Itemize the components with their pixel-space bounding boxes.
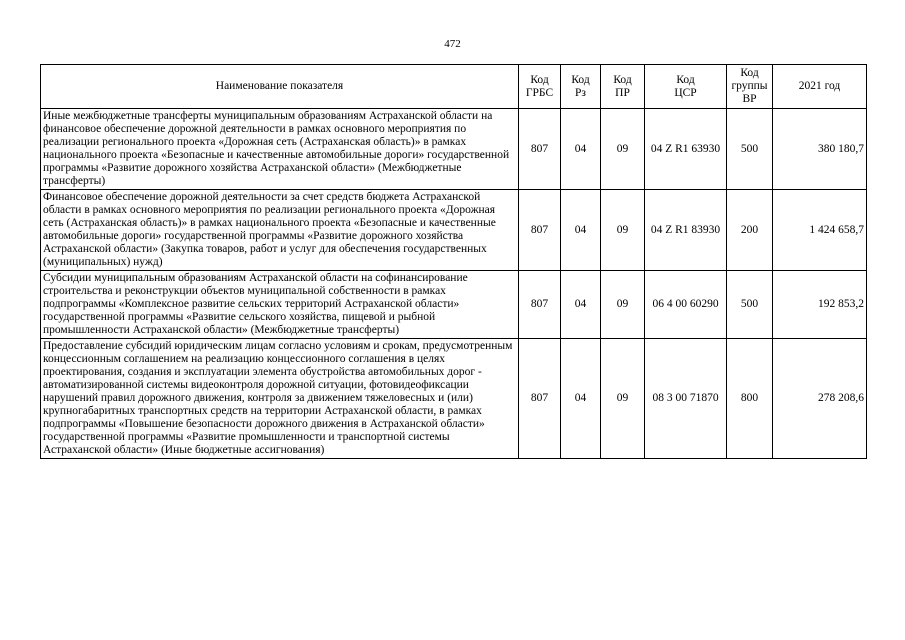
- budget-table: [40, 64, 867, 459]
- row-amount: 192 853,2: [773, 271, 867, 339]
- row-vr: 800: [727, 339, 773, 459]
- table-row: [41, 190, 867, 271]
- row-amount: 1 424 658,7: [773, 190, 867, 271]
- header-name: Наименование показателя: [41, 65, 519, 109]
- row-rz: 04: [561, 109, 601, 190]
- table-row: [41, 271, 867, 339]
- header-vr-line2: группы: [731, 80, 768, 92]
- header-rz-line2: Рз: [575, 86, 586, 99]
- header-row: [41, 65, 867, 109]
- row-rz: 04: [561, 271, 601, 339]
- row-grbs: 807: [519, 271, 561, 339]
- row-csr: 06 4 00 60290: [645, 271, 727, 339]
- header-grbs: [519, 65, 561, 109]
- header-vr-line3: ВР: [742, 93, 757, 105]
- header-rz-line1: Код: [571, 73, 590, 86]
- table-row: [41, 109, 867, 190]
- header-pr: [601, 65, 645, 109]
- row-csr: 08 3 00 71870: [645, 339, 727, 459]
- header-grbs-line2: ГРБС: [525, 86, 554, 99]
- header-vr-line1: Код: [740, 67, 759, 79]
- row-csr: 04 Z R1 63930: [645, 109, 727, 190]
- header-year: 2021 год: [773, 65, 867, 109]
- page-number: 472: [444, 38, 461, 50]
- row-name: Субсидии муниципальным образованиям Астраханской области на софинансирование строительства и реконструкции объектов муниципальной собственности в рамках подпрограммы «Комплексное развитие сельских территорий Астраханской области» государственной программы «Развитие сельского хозяйства, пищевой и рыбной промышленности Астраханской области» (Межбюджетные трансферты): [41, 271, 519, 339]
- row-grbs: 807: [519, 190, 561, 271]
- row-csr: 04 Z R1 83930: [645, 190, 727, 271]
- row-pr: 09: [601, 109, 645, 190]
- row-name: Предоставление субсидий юридическим лицам согласно условиям и срокам, предусмотренным концессионным соглашением на реализацию концессионного соглашения в целях проектирования, создания и эксплуатации элемента обустройства автомобильных дорог - автоматизированной системы видеоконтроля дорожной ситуации, фотовидеофиксации нарушений правил дорожного движения, контроля за движением тяжеловесных и (или) крупногабаритных транспортных средств на территории Астраханской области, в рамках подпрограммы «Повышение безопасности дорожного движения в Астраханской области» государственной программы «Развитие промышленности и транспортной системы Астраханской области» (Иные бюджетные ассигнования): [41, 339, 519, 459]
- header-pr-line1: Код: [613, 73, 632, 86]
- header-vr: [727, 65, 773, 109]
- row-pr: 09: [601, 190, 645, 271]
- header-pr-line2: ПР: [615, 86, 630, 99]
- row-vr: 500: [727, 271, 773, 339]
- row-amount: 380 180,7: [773, 109, 867, 190]
- header-rz: [561, 65, 601, 109]
- row-pr: 09: [601, 339, 645, 459]
- row-name: Финансовое обеспечение дорожной деятельности за счет средств бюджета Астраханской области в рамках основного мероприятия по реализации регионального проекта «Дорожная сеть (Астраханская область)» в рамках национального проекта «Безопасные и качественные автомобильные дороги» государственной программы «Развитие дорожного хозяйства Астраханской области» (Закупка товаров, работ и услуг для обеспечения государственных (муниципальных) нужд): [41, 190, 519, 271]
- header-grbs-line1: Код: [530, 73, 549, 86]
- row-grbs: 807: [519, 109, 561, 190]
- table-row: [41, 339, 867, 459]
- row-rz: 04: [561, 190, 601, 271]
- row-vr: 500: [727, 109, 773, 190]
- row-rz: 04: [561, 339, 601, 459]
- header-csr: [645, 65, 727, 109]
- row-amount: 278 208,6: [773, 339, 867, 459]
- header-csr-line1: Код: [676, 73, 695, 86]
- row-grbs: 807: [519, 339, 561, 459]
- row-name: Иные межбюджетные трансферты муниципальным образованиям Астраханской области на финансовое обеспечение дорожной деятельности в рамках основного мероприятия по реализации регионального проекта «Дорожная сеть (Астраханская область)» в рамках национального проекта «Безопасные и качественные автомобильные дороги» государственной программы «Развитие дорожного хозяйства Астраханской области» (Межбюджетные трансферты): [41, 109, 519, 190]
- row-pr: 09: [601, 271, 645, 339]
- row-vr: 200: [727, 190, 773, 271]
- header-csr-line2: ЦСР: [674, 86, 697, 99]
